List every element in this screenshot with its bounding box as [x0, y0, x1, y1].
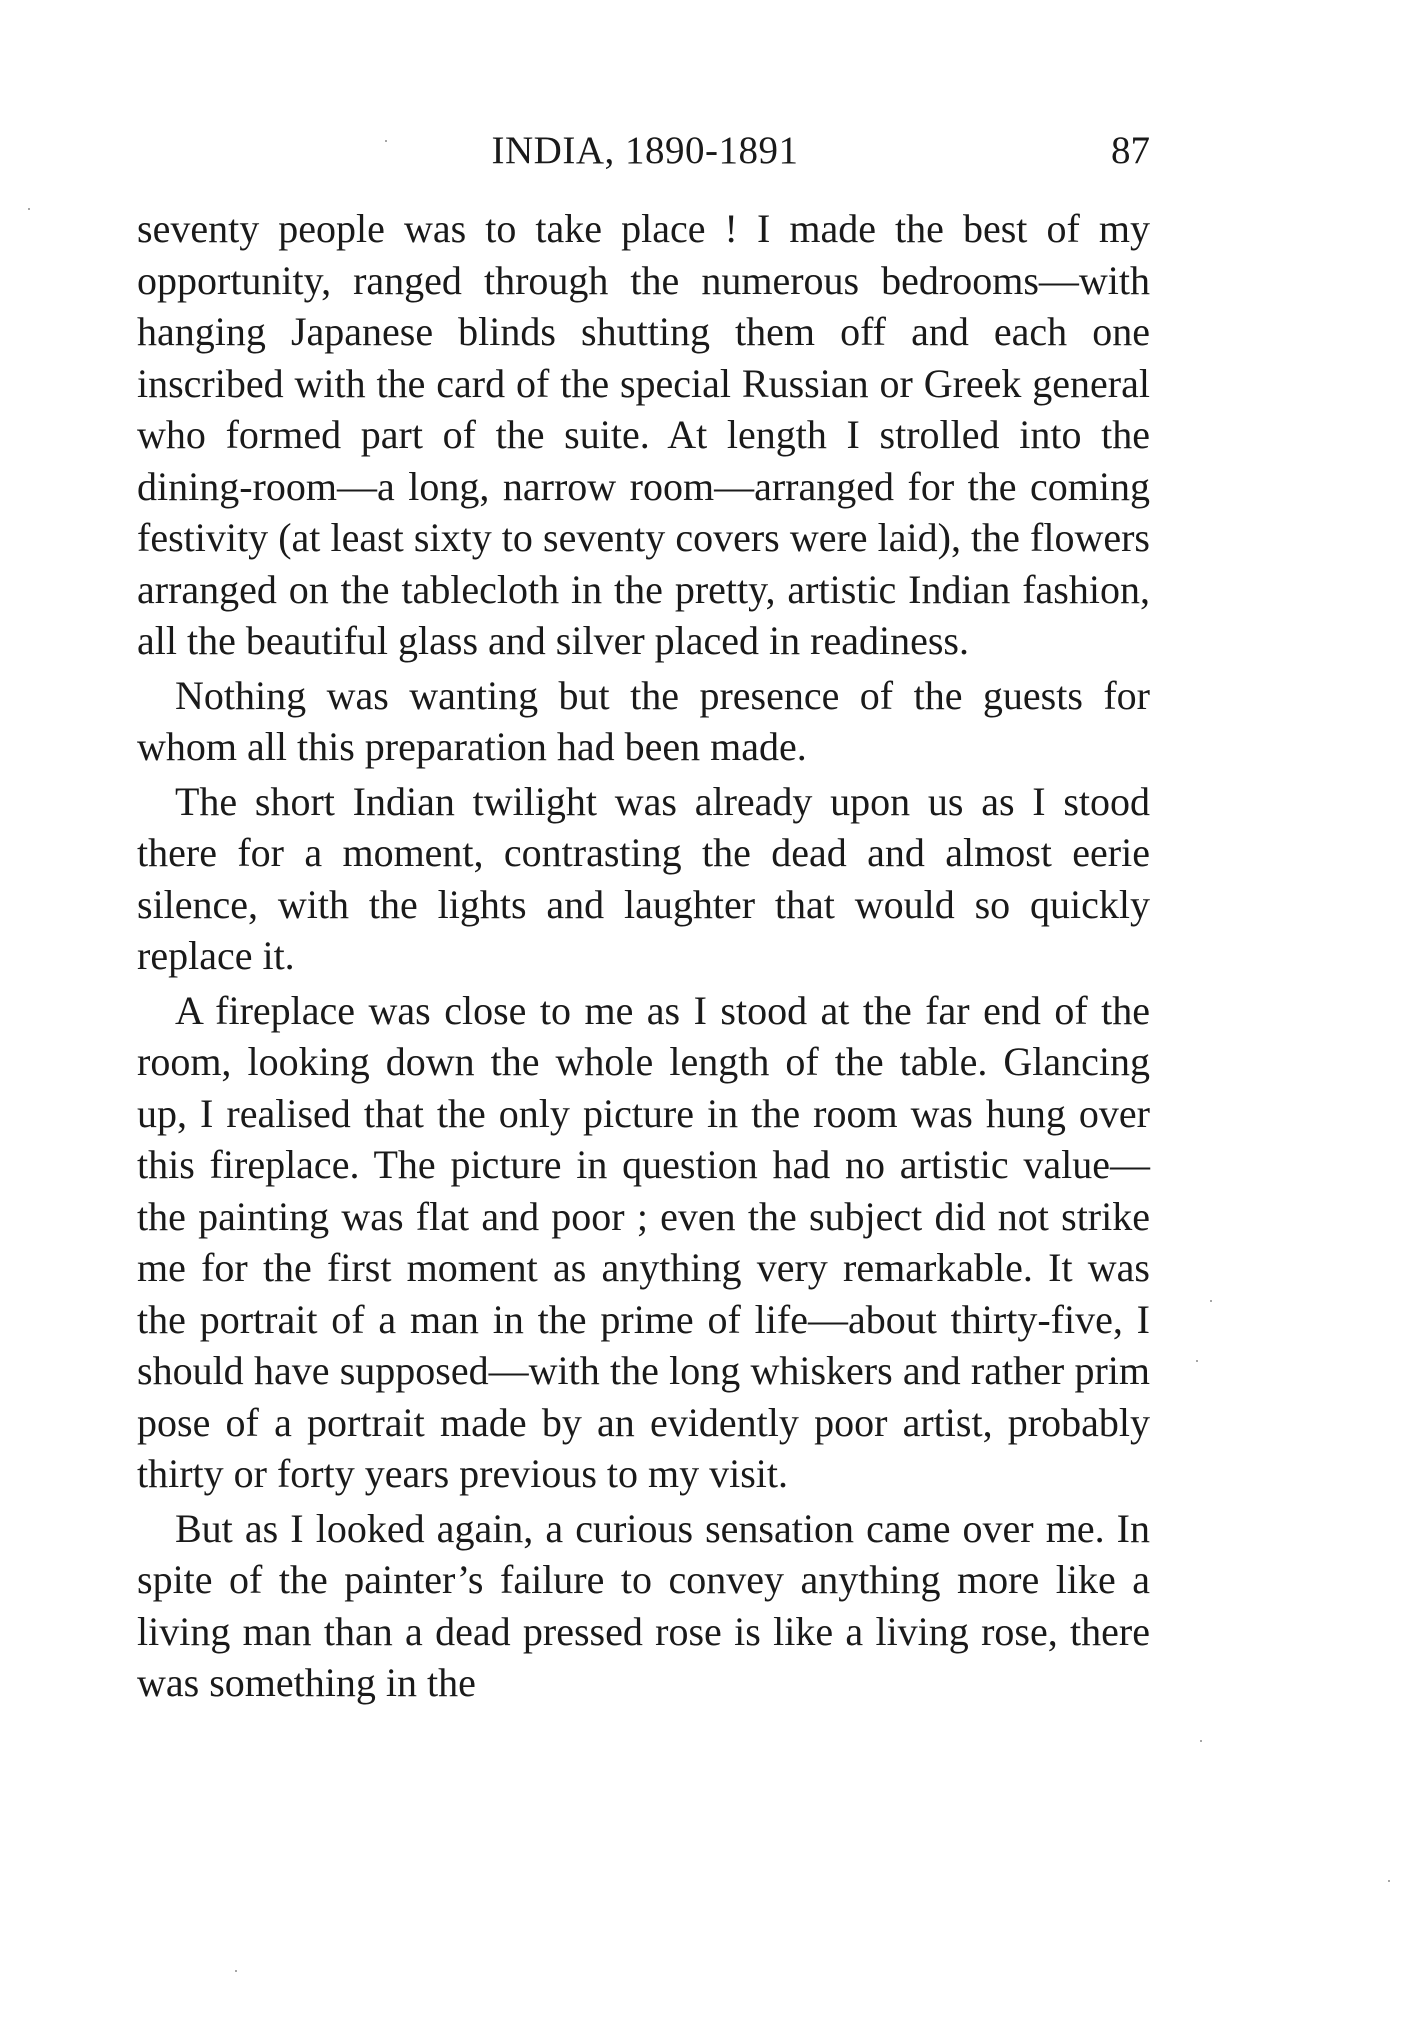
scan-speck	[1388, 1880, 1390, 1882]
running-title: INDIA, 1890-1891	[491, 129, 799, 172]
body-text	[137, 203, 1150, 1712]
scan-speck	[1210, 1300, 1212, 1302]
scan-speck	[1196, 1360, 1198, 1362]
running-head	[140, 126, 1150, 176]
paragraph: Nothing was wanting but the presence of the guests for whom all this preparation had been made.	[137, 672, 1150, 769]
paragraph: A fireplace was close to me as I stood at the far end of the room, looking down the whole length of the table. Glancing up, I realised that the only picture in the room was hung over this fireplace. The picture in question had no artistic value—the painting was flat and poor ; even the subject did not strike me for the first moment as anything very remarkable. It was the portrait of a man in the prime of life—about thirty-five, I should have supposed—with the long whiskers and rather prim pose of a portrait made by an evidently poor artist, probably thirty or forty years previous to my visit.	[137, 987, 1150, 1496]
scan-speck	[385, 140, 387, 142]
scan-speck	[28, 208, 30, 210]
paragraph: But as I looked again, a curious sensation came over me. In spite of the painter’s failure to convey anything more like a living man than a dead pressed rose is like a living rose, there was something in the	[137, 1505, 1150, 1705]
page-number: 87	[1111, 129, 1150, 172]
paragraph-continued: seventy people was to take place ! I made the best of my opportunity, ranged through the numerous bedrooms—with hanging Japanese blinds shutting them off and each one inscribed with the card of the special Russian or Greek general who formed part of the suite. At length I strolled into the dining-room—a long, narrow room—arranged for the coming festivity (at least sixty to seventy covers were laid), the flowers arranged on the tablecloth in the pretty, artistic Indian fashion, all the beautiful glass and silver placed in readiness.	[137, 206, 1150, 663]
scan-speck	[1200, 1740, 1202, 1742]
paragraph: The short Indian twilight was already upon us as I stood there for a moment, contrasting the dead and almost eerie silence, with the lights and laughter that would so quickly replace it.	[137, 778, 1150, 978]
scan-speck	[235, 1970, 237, 1972]
